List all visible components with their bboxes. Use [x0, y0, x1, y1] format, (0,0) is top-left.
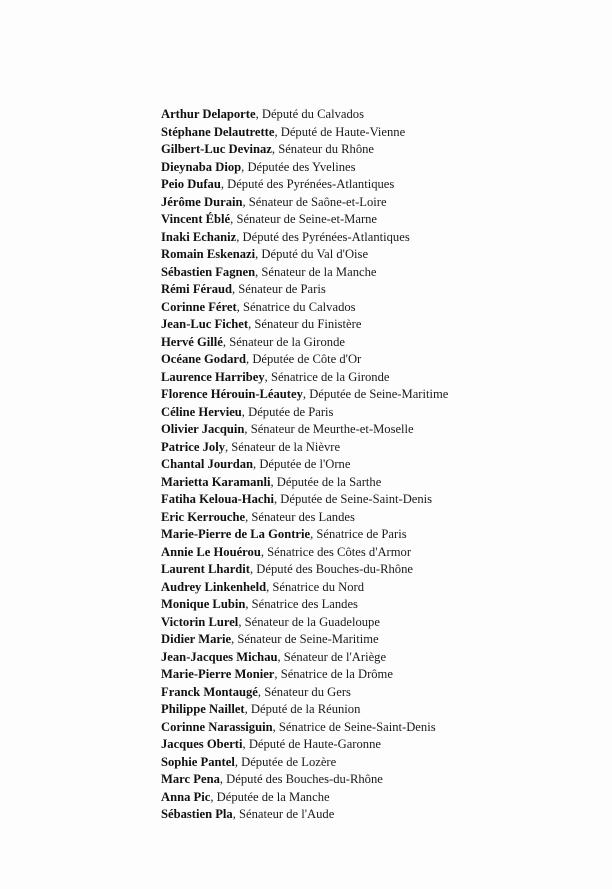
signatory-entry [161, 579, 448, 597]
signatory-entry [161, 596, 448, 614]
signatory-name: Florence Hérouin-Léautey [161, 387, 303, 401]
signatory-name: Océane Godard [161, 352, 247, 366]
separator-comma: , [257, 684, 265, 699]
signatory-title: Sénateur de Meurthe-et-Moselle [250, 422, 414, 436]
signatory-entry [161, 351, 448, 369]
signatory-name: Céline Hervieu [161, 404, 242, 419]
signatory-name: Corinne Féret [161, 299, 237, 314]
signatory-entry [161, 246, 448, 264]
signatory-entry [161, 106, 448, 124]
separator-comma: , [272, 719, 279, 734]
signatory-title: Député des Pyrénées-Atlantiques [242, 229, 410, 244]
signatory-title: Députée des Yvelines [247, 159, 356, 174]
separator-comma: , [245, 597, 252, 611]
signatory-entry [161, 404, 448, 422]
signatory-entry [161, 386, 448, 404]
signatory-name: Hervé Gillé [161, 334, 223, 349]
separator-comma: , [232, 807, 240, 821]
signatory-entry [161, 334, 448, 352]
signatory-entry [161, 684, 448, 702]
signatory-title: Député des Pyrénées-Atlantiques [227, 177, 395, 191]
separator-comma: , [246, 352, 253, 366]
separator-comma: , [274, 667, 281, 681]
signatory-title: Sénateur de Paris [238, 282, 326, 296]
signatory-title: Sénateur de Seine-et-Marne [236, 212, 378, 226]
signatory-name: Philippe Naillet [161, 702, 245, 716]
separator-comma: , [248, 317, 255, 331]
separator-comma: , [271, 142, 279, 156]
separator-comma: , [245, 509, 252, 524]
signatory-entry [161, 264, 448, 282]
signatory-entry [161, 649, 448, 667]
signatory-name: Arthur Delaporte [161, 107, 256, 121]
separator-comma: , [222, 334, 230, 349]
signatory-name: Audrey Linkenheld [161, 579, 267, 594]
signatory-title: Sénatrice du Nord [272, 579, 365, 594]
separator-comma: , [230, 212, 237, 226]
separator-comma: , [253, 457, 260, 471]
signatory-title: Député du Calvados [261, 107, 364, 121]
signatory-name: Marc Pena [161, 772, 220, 786]
signatory-name: Patrice Joly [161, 439, 225, 454]
signatory-name: Corinne Narassiguin [161, 719, 273, 734]
signatory-entry [161, 806, 448, 824]
signatory-entry [161, 614, 448, 632]
signatory-entry [161, 544, 448, 562]
signatory-title: Sénatrice des Côtes d'Armor [267, 544, 412, 559]
signatory-entry [161, 369, 448, 387]
signatory-name: Sébastien Pla [161, 807, 233, 821]
signatory-name: Rémi Féraud [161, 282, 232, 296]
signatory-title: Sénateur de l'Aude [239, 807, 335, 821]
signatory-title: Sénateur de Seine-Maritime [237, 632, 379, 646]
separator-comma: , [266, 579, 273, 594]
signatory-entry [161, 299, 448, 317]
separator-comma: , [242, 737, 249, 751]
signatory-title: Sénateur de Saône-et-Loire [248, 194, 387, 209]
signatory-name: Jacques Oberti [161, 737, 243, 751]
signatory-name: Jean-Luc Fichet [161, 317, 249, 331]
separator-comma: , [234, 754, 242, 769]
signatory-name: Laurent Lhardit [161, 562, 250, 576]
signatory-name: Victorin Lurel [161, 614, 239, 629]
signatory-name: Marietta Karamanli [161, 474, 271, 489]
separator-comma: , [302, 387, 310, 401]
signatory-name: Romain Eskenazi [161, 247, 256, 261]
signatory-entry [161, 719, 448, 737]
signatory-entry [161, 159, 448, 177]
separator-comma: , [260, 544, 268, 559]
signatory-entry [161, 316, 448, 334]
signatory-name: Inaki Echaniz [161, 229, 237, 244]
signatory-entry [161, 281, 448, 299]
signatory-title: Députée de la Sarthe [276, 474, 382, 489]
signatory-entry [161, 666, 448, 684]
signatory-title: Sénatrice du Calvados [242, 299, 356, 314]
separator-comma: , [241, 159, 248, 174]
signatory-title: Députée de la Manche [216, 789, 330, 804]
signatory-entry [161, 474, 448, 492]
signatory-name: Dieynaba Diop [161, 159, 242, 174]
signatory-name: Didier Marie [161, 632, 232, 646]
signatory-name: Annie Le Houérou [161, 544, 261, 559]
signatory-title: Député du Val d'Oise [261, 247, 369, 261]
signatory-title: Sénateur du Gers [264, 684, 351, 699]
signatory-list [161, 106, 448, 824]
signatory-entry [161, 789, 448, 807]
signatory-name: Jérôme Durain [161, 194, 243, 209]
separator-comma: , [242, 194, 249, 209]
signatory-title: Sénateur de l'Ariège [283, 649, 387, 664]
separator-comma: , [219, 772, 227, 786]
signatory-title: Sénateur du Finistère [254, 317, 362, 331]
separator-comma: , [277, 649, 284, 664]
separator-comma: , [241, 404, 249, 419]
signatory-entry [161, 509, 448, 527]
signatory-name: Marie-Pierre de La Gontrie [161, 527, 311, 541]
signatory-title: Sénatrice de la Drôme [280, 667, 393, 681]
signatory-entry [161, 456, 448, 474]
separator-comma: , [244, 422, 251, 436]
signatory-name: Franck Montaugé [161, 684, 258, 699]
signatory-name: Vincent Éblé [161, 212, 231, 226]
separator-comma: , [220, 177, 228, 191]
signatory-title: Députée de Côte d'Or [252, 352, 362, 366]
separator-comma: , [225, 439, 232, 454]
separator-comma: , [232, 282, 239, 296]
separator-comma: , [255, 247, 262, 261]
signatory-title: Sénateur des Landes [251, 509, 355, 524]
separator-comma: , [274, 492, 281, 506]
separator-comma: , [238, 614, 245, 629]
signatory-name: Laurence Harribey [161, 369, 265, 384]
signatory-entry [161, 124, 448, 142]
separator-comma: , [236, 229, 243, 244]
signatory-entry [161, 771, 448, 789]
separator-comma: , [270, 474, 277, 489]
signatory-name: Sébastien Fagnen [161, 264, 256, 279]
signatory-title: Sénateur du Rhône [278, 142, 375, 156]
signatory-entry [161, 754, 448, 772]
separator-comma: , [244, 702, 251, 716]
signatory-title: Sénateur de la Manche [261, 264, 377, 279]
signatory-name: Anna Pic [161, 789, 211, 804]
signatory-name: Sophie Pantel [161, 754, 235, 769]
signatory-title: Député des Bouches-du-Rhône [256, 562, 413, 576]
signatory-entry [161, 421, 448, 439]
signatory-name: Fatiha Keloua-Hachi [161, 492, 274, 506]
separator-comma: , [255, 107, 262, 121]
signatory-title: Sénatrice de Paris [316, 527, 407, 541]
signatory-title: Député de Haute-Vienne [280, 124, 406, 139]
signatory-entry [161, 491, 448, 509]
signatory-title: Députée de Seine-Saint-Denis [280, 492, 433, 506]
signatory-entry [161, 439, 448, 457]
signatory-title: Député de la Réunion [250, 702, 361, 716]
signatory-title: Député de Haute-Garonne [248, 737, 381, 751]
signatory-title: Sénatrice des Landes [251, 597, 358, 611]
signatory-title: Sénatrice de la Gironde [270, 369, 390, 384]
separator-comma: , [210, 789, 217, 804]
separator-comma: , [264, 369, 271, 384]
separator-comma: , [255, 264, 262, 279]
separator-comma: , [236, 299, 243, 314]
signatory-entry [161, 211, 448, 229]
signatory-entry [161, 176, 448, 194]
separator-comma: , [274, 124, 281, 139]
signatory-title: Sénateur de la Nièvre [231, 439, 341, 454]
signatory-name: Monique Lubin [161, 597, 246, 611]
signatory-title: Député des Bouches-du-Rhône [226, 772, 383, 786]
signatory-name: Gilbert-Luc Devinaz [161, 142, 272, 156]
signatory-title: Sénatrice de Seine-Saint-Denis [278, 719, 436, 734]
signatory-name: Olivier Jacquin [161, 422, 245, 436]
signatory-entry [161, 561, 448, 579]
signatory-name: Eric Kerrouche [161, 509, 246, 524]
signatory-entry [161, 736, 448, 754]
signatory-entry [161, 526, 448, 544]
signatory-entry [161, 194, 448, 212]
signatory-name: Chantal Jourdan [161, 457, 254, 471]
signatory-title: Députée de Seine-Maritime [309, 387, 449, 401]
signatory-entry [161, 631, 448, 649]
separator-comma: , [231, 632, 238, 646]
signatory-name: Jean-Jacques Michau [161, 649, 278, 664]
signatory-title: Députée de Lozère [241, 754, 337, 769]
signatory-title: Députée de Paris [248, 404, 334, 419]
signatory-entry [161, 701, 448, 719]
signatory-name: Stéphane Delautrette [161, 124, 275, 139]
signatory-entry [161, 229, 448, 247]
signatory-entry [161, 141, 448, 159]
separator-comma: , [310, 527, 317, 541]
signatory-name: Peio Dufau [161, 177, 221, 191]
signatory-name: Marie-Pierre Monier [161, 667, 275, 681]
signatory-title: Députée de l'Orne [259, 457, 351, 471]
signatory-title: Sénateur de la Gironde [229, 334, 345, 349]
signatory-title: Sénateur de la Guadeloupe [244, 614, 380, 629]
separator-comma: , [250, 562, 257, 576]
